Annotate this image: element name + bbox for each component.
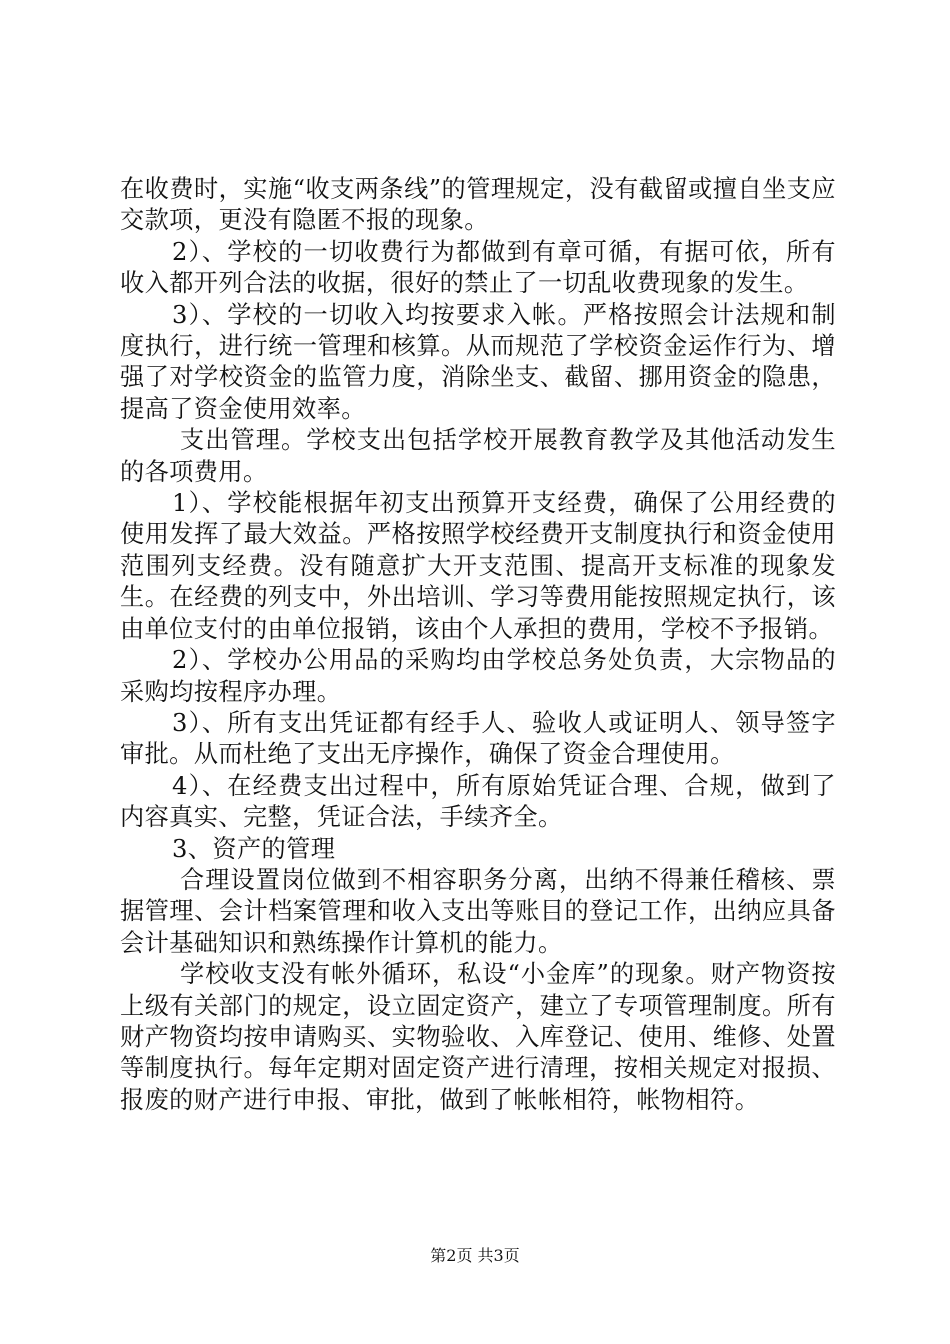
paragraph-assets-management: 学校收支没有帐外循环，私设“小金库”的现象。财产物资按上级有关部门的规定，设立固定资产，建立了专项管理制度。所有财产物资均按申请购买、实物验收、入库登记、使用、维修、处置等制度执行。每年定期对固定资产进行清理，按相关规定对报损、报废的财产进行申报、审批，做到了帐帐相符，帐物相符。 (120, 960, 836, 1114)
paragraph-income-2: 2）、学校的一切收费行为都做到有章可循，有据可依，所有收入都开列合法的收据，很好的禁止了一切乱收费现象的发生。 (120, 237, 836, 298)
paragraph-expense-2: 2）、学校办公用品的采购均由学校总务处负责，大宗物品的采购均按程序办理。 (120, 646, 836, 706)
paragraph-assets-positions: 合理设置岗位做到不相容职务分离，出纳不得兼任稽核、票据管理、会计档案管理和收入支出等账目的登记工作，出纳应具备会计基础知识和熟练操作计算机的能力。 (120, 865, 836, 957)
page-number-footer: 第2页 共3页 (430, 1246, 520, 1265)
section-heading-assets: 3、资产的管理 (172, 834, 336, 863)
paragraph-income-3: 3）、学校的一切收入均按要求入帐。严格按照会计法规和制度执行，进行统一管理和核算。从而规范了学校资金运作行为、增强了对学校资金的监管力度，消除坐支、截留、挪用资金的隐患，提高了资金使用效率。 (120, 300, 836, 423)
paragraph-expense-3: 3）、所有支出凭证都有经手人、验收人或证明人、领导签字审批。从而杜绝了支出无序操作，确保了资金合理使用。 (120, 708, 836, 769)
document-body (120, 174, 836, 1116)
paragraph-expense-1: 1）、学校能根据年初支出预算开支经费，确保了公用经费的使用发挥了最大效益。严格按照学校经费开支制度执行和资金使用范围列支经费。没有随意扩大开支范围、提高开支标准的现象发生。在经费的列支中，外出培训、学习等费用能按照规定执行，该由单位支付的由单位报销，该由个人承担的费用，学校不予报销。 (120, 489, 836, 643)
paragraph-collection-rule: 在收费时，实施“收支两条线”的管理规定，没有截留或擅自坐支应交款项，更没有隐匿不报的现象。 (120, 175, 836, 235)
paragraph-expense-heading: 支出管理。学校支出包括学校开展教育教学及其他活动发生的各项费用。 (120, 426, 836, 486)
paragraph-expense-4: 4）、在经费支出过程中，所有原始凭证合理、合规，做到了内容真实、完整，凭证合法，手续齐全。 (120, 771, 836, 832)
